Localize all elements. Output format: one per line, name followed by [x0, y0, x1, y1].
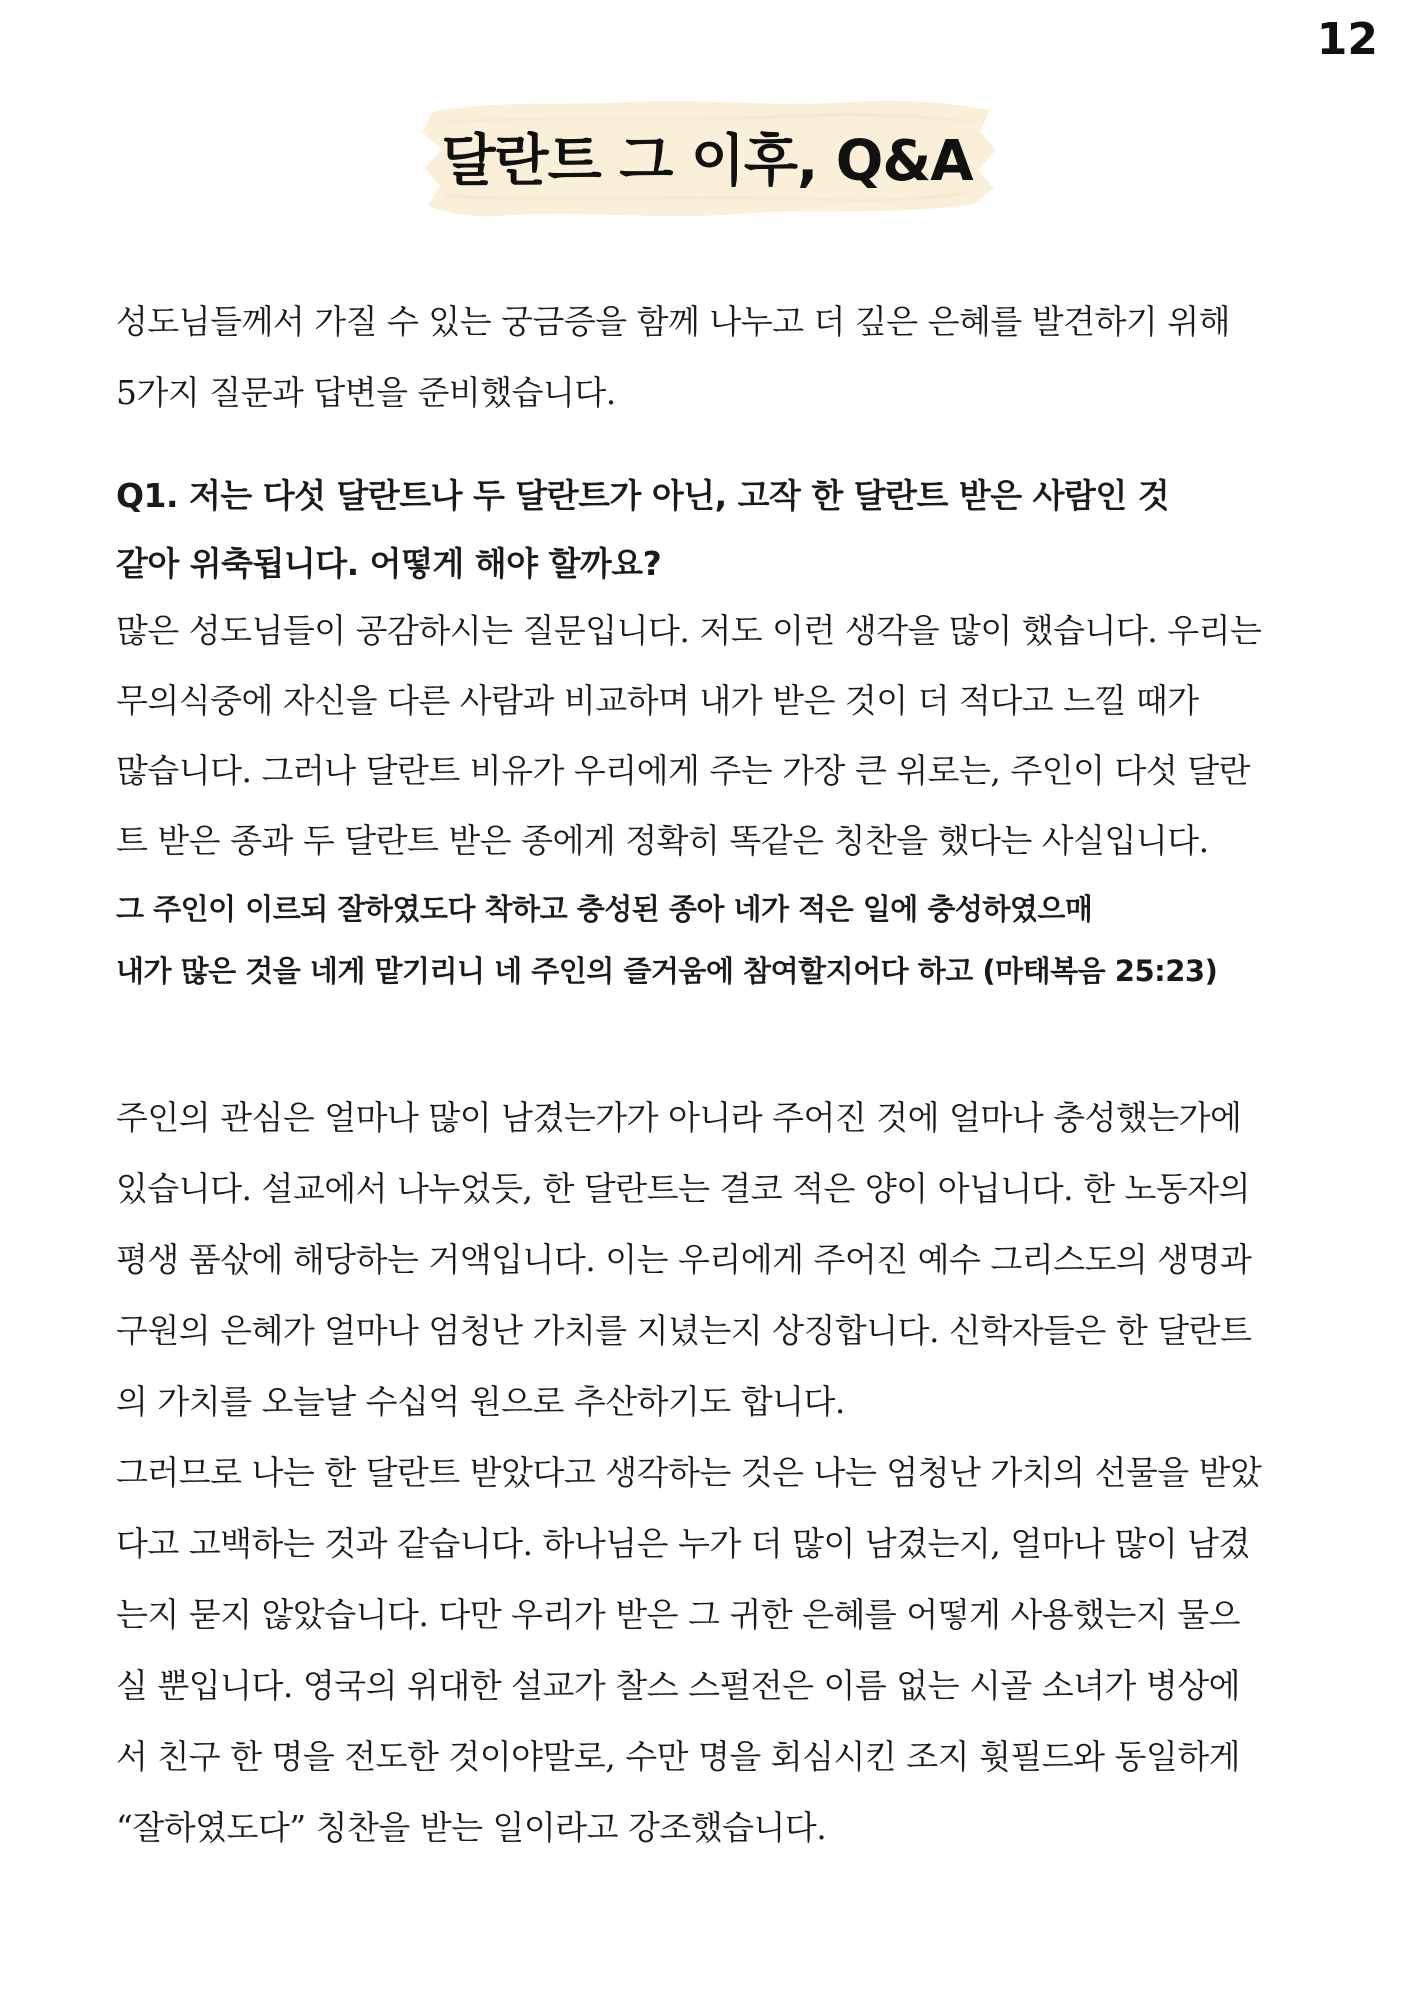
- question-line: Q1. 저는 다섯 달란트나 두 달란트가 아닌, 고작 한 달란트 받은 사람인 것: [116, 476, 1170, 515]
- intro-line: 성도님들께서 가질 수 있는 궁금증을 함께 나누고 더 깊은 은혜를 발견하기 위해: [116, 302, 1230, 341]
- answer-line: 다고 고백하는 것과 같습니다. 하나님은 누가 더 많이 남겼는지, 얼마나 많이 남겼: [116, 1524, 1250, 1563]
- answer-line: 실 뿐입니다. 영국의 위대한 설교가 찰스 스펄전은 이름 없는 시골 소녀가 병상에: [116, 1666, 1240, 1705]
- scripture-quote: [116, 878, 1316, 1002]
- intro-line: 5가지 질문과 답변을 준비했습니다.: [116, 373, 616, 412]
- page-number: 12: [1316, 14, 1378, 65]
- answer-line: 그러므로 나는 한 달란트 받았다고 생각하는 것은 나는 엄청난 가치의 선물을 받았: [116, 1453, 1262, 1492]
- scripture-line: 그 주인이 이르되 잘하였도다 착하고 충성된 종아 네가 적은 일에 충성하였으매: [116, 892, 1093, 926]
- answer-line: 많은 성도님들이 공감하시는 질문입니다. 저도 이런 생각을 많이 했습니다. 우리는: [116, 611, 1262, 650]
- answer-line: 무의식중에 자신을 다른 사람과 비교하며 내가 받은 것이 더 적다고 느낄 때가: [116, 681, 1199, 720]
- answer-paragraph-3: [116, 1437, 1316, 1863]
- answer-line: 평생 품삯에 해당하는 거액입니다. 이는 우리에게 주어진 예수 그리스도의 생명과: [116, 1240, 1252, 1279]
- answer-line: 구원의 은혜가 얼마나 엄청난 가치를 지녔는지 상징합니다. 신학자들은 한 달란트: [116, 1311, 1252, 1350]
- answer-line: 많습니다. 그러나 달란트 비유가 우리에게 주는 가장 큰 위로는, 주인이 다섯 달란: [116, 751, 1250, 790]
- answer-paragraph-2: [116, 1082, 1316, 1437]
- section-spacer: [116, 1002, 1316, 1082]
- answer-line: 주인의 관심은 얼마나 많이 남겼는가가 아니라 주어진 것에 얼마나 충성했는가에: [116, 1098, 1242, 1137]
- answer-paragraph-1: [116, 596, 1316, 876]
- answer-line: “잘하였도다” 칭찬을 받는 일이라고 강조했습니다.: [116, 1808, 827, 1847]
- answer-line: 의 가치를 오늘날 수십억 원으로 추산하기도 합니다.: [116, 1382, 845, 1421]
- question-line: 같아 위축됩니다. 어떻게 해야 할까요?: [116, 544, 662, 583]
- scripture-line: 내가 많은 것을 네게 맡기리니 네 주인의 즐거움에 참여할지어다 하고 (마태복음 25:23): [116, 954, 1218, 988]
- document-body: [116, 286, 1316, 1863]
- answer-line: 서 친구 한 명을 전도한 것이야말로, 수만 명을 회심시킨 조지 휫필드와 동일하게: [116, 1737, 1240, 1776]
- answer-line: 트 받은 종과 두 달란트 받은 종에게 정확히 똑같은 칭찬을 했다는 사실입니다.: [116, 821, 1209, 860]
- intro-paragraph: [116, 286, 1316, 428]
- title-banner: [0, 92, 1414, 222]
- answer-line: 는지 묻지 않았습니다. 다만 우리가 받은 그 귀한 은혜를 어떻게 사용했는지 물으: [116, 1595, 1240, 1634]
- answer-line: 있습니다. 설교에서 나누었듯, 한 달란트는 결코 적은 양이 아닙니다. 한 노동자의: [116, 1169, 1250, 1208]
- question-heading: [116, 462, 1316, 598]
- page-title: 달란트 그 이후, Q&A: [441, 129, 973, 194]
